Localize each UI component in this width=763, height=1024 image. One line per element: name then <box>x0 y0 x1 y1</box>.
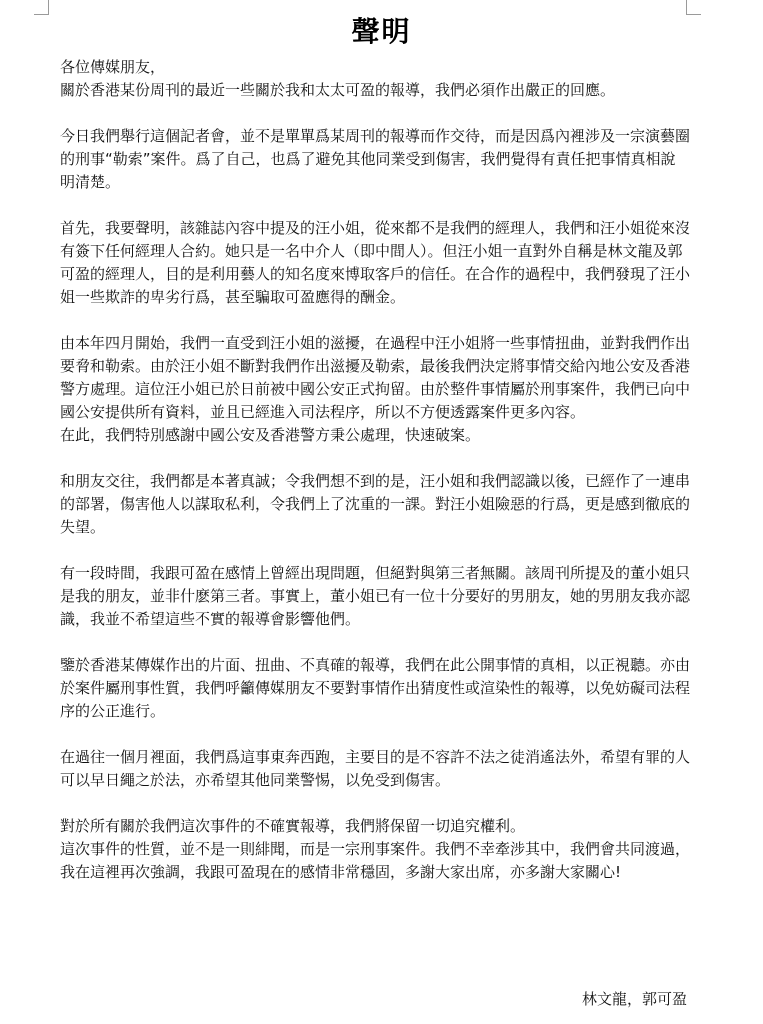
paragraph-3: 首先，我要聲明，該雜誌內容中提及的汪小姐，從來都不是我們的經理人，我們和汪小姐從來沒有簽下任何經理人合約。她只是一名中介人（即中間人）。但汪小姐一直對外自稱是林文龍及郭可盈的經理人，目的是利用藝人的知名度來博取客戶的信任。在合作的過程中，我們發現了汪小姐一些欺詐的卑劣行爲，甚至騙取可盈應得的酬金。 <box>60 219 691 306</box>
signature: 林文龍，郭可盈 <box>581 990 687 1008</box>
paragraph-gap <box>60 792 690 815</box>
salutation: 各位傳媒朋友， <box>60 58 166 76</box>
document-body <box>60 56 690 884</box>
paragraph-gap <box>60 102 690 125</box>
paragraph-5: 在此，我們特別感謝中國公安及香港警方秉公處理，快速破案。 <box>60 426 481 444</box>
paragraph-1: 關於香港某份周刊的最近一些關於我和太太可盈的報導，我們必須作出嚴正的回應。 <box>60 81 616 99</box>
paragraph-gap <box>60 447 690 470</box>
paragraph-gap <box>60 631 690 654</box>
paragraph-10: 對於所有關於我們這次事件的不確實報導，我們將保留一切追究權利。 <box>60 817 526 835</box>
paragraph-gap <box>60 309 690 332</box>
paragraph-9: 在過往一個月裡面，我們爲這事東奔西跑，主要目的是不容許不法之徒消遙法外，希望有罪的人可以早日繩之於法，亦希望其他同業警惕，以免受到傷害。 <box>60 748 691 789</box>
paragraph-2: 今日我們舉行這個記者會，並不是單單爲某周刊的報導而作交待，而是因爲內裡涉及一宗演藝圈的刑事“勒索”案件。爲了自己，也爲了避免其他同業受到傷害，我們覺得有責任把事情真相說明清楚。 <box>60 127 691 191</box>
paragraph-gap <box>60 194 690 217</box>
paragraph-gap <box>60 539 690 562</box>
paragraph-11: 這次事件的性質，並不是一則緋聞，而是一宗刑事案件。我們不幸牽涉其中，我們會共同渡過，我在這裡再次強調，我跟可盈現在的感情非常穩固，多謝大家出席，亦多謝大家關心! <box>60 840 691 881</box>
paragraph-8: 鑒於香港某傳媒作出的片面、扭曲、不真確的報導，我們在此公開事情的真相，以正視聽。亦由於案件屬刑事性質，我們呼籲傳媒朋友不要對事情作出猜度性或渲染性的報導，以免妨礙司法程序的公正進行。 <box>60 656 691 720</box>
paragraph-7: 有一段時間，我跟可盈在感情上曾經出現問題，但絕對與第三者無關。該周刊所提及的董小姐只是我的朋友，並非什麽第三者。事實上，董小姐已有一位十分要好的男朋友，她的男朋友我亦認識，我並不希望這些不實的報導會影響他們。 <box>60 564 691 628</box>
paragraph-gap <box>60 723 690 746</box>
document-title: 聲明 <box>351 15 412 48</box>
paragraph-6: 和朋友交往，我們都是本著真誠；令我們想不到的是，汪小姐和我們認識以後，已經作了一連串的部署，傷害他人以謀取私利，令我們上了沈重的一課。對汪小姐險惡的行爲，更是感到徹底的失望。 <box>60 472 691 536</box>
paragraph-4: 由本年四月開始，我們一直受到汪小姐的滋擾，在過程中汪小姐將一些事情扭曲，並對我們作出要脅和勒索。由於汪小姐不斷對我們作出滋擾及勒索，最後我們決定將事情交給內地公安及香港警方處理。這位汪小姐已於日前被中國公安正式拘留。由於整件事情屬於刑事案件，我們已向中國公安提供所有資料，並且已經進入司法程序，所以不方便透露案件更多內容。 <box>60 334 691 421</box>
